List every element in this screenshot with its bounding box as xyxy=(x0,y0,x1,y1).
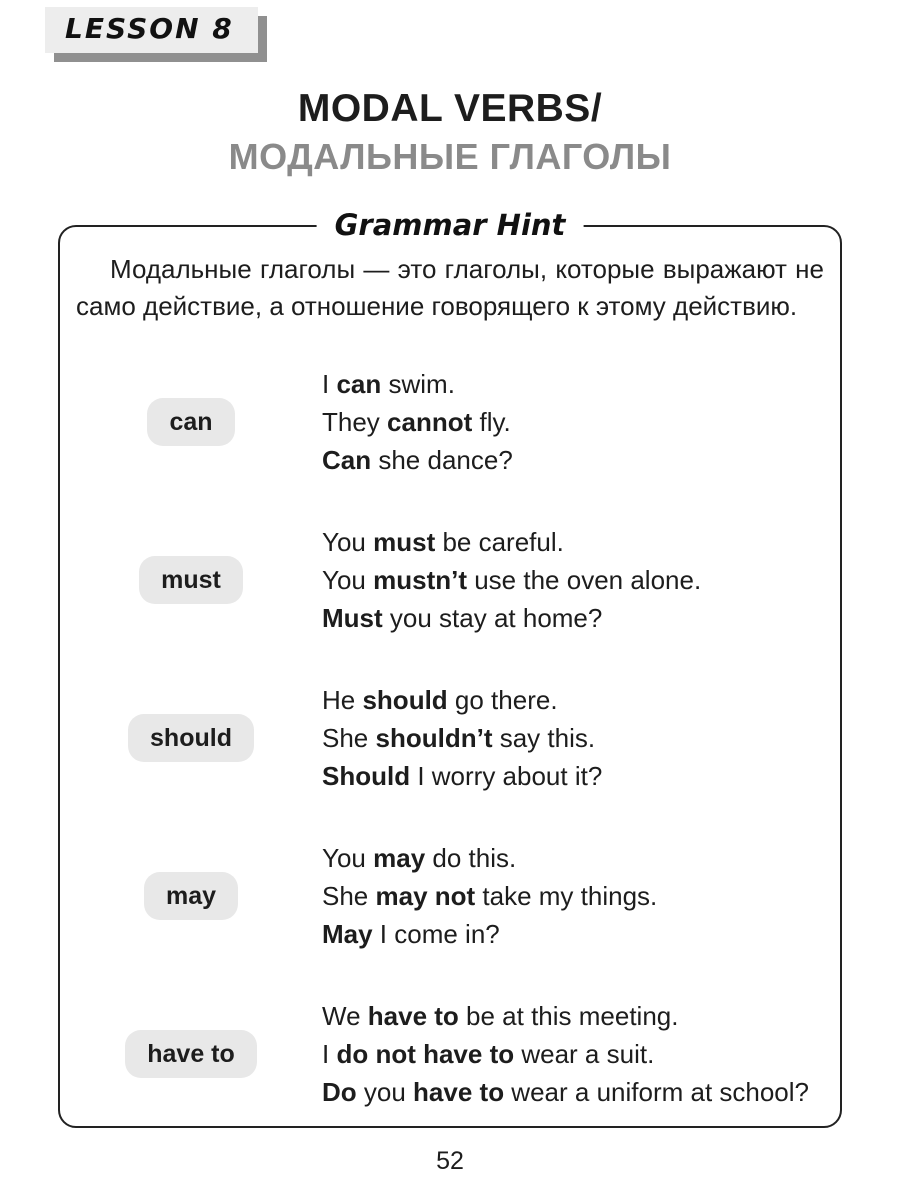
modal-verb-section xyxy=(60,523,840,637)
modal-verb-section xyxy=(60,839,840,953)
modal-pill-column xyxy=(60,714,322,762)
example-sentence: I do not have to wear a suit. xyxy=(322,1039,655,1069)
modal-verb-sections xyxy=(60,365,840,1111)
grammar-hint-label: Grammar Hint xyxy=(317,205,584,245)
example-sentence: They cannot fly. xyxy=(322,407,511,437)
page-title-english: MODAL VERBS/ xyxy=(297,87,603,130)
example-sentence: You must be careful. xyxy=(322,527,564,557)
modal-pill: should xyxy=(128,714,254,762)
page-title-russian: МОДАЛЬНЫЕ ГЛАГОЛЫ xyxy=(228,136,672,177)
example-sentences xyxy=(322,523,840,637)
modal-pill-column xyxy=(60,556,322,604)
example-sentence: Should I worry about it? xyxy=(322,761,603,791)
lesson-badge xyxy=(45,7,258,53)
example-sentence: Can she dance? xyxy=(322,445,513,475)
example-sentences xyxy=(322,365,840,479)
example-sentence: I can swim. xyxy=(322,369,455,399)
example-sentences xyxy=(322,839,840,953)
lesson-badge-label: LESSON 8 xyxy=(65,12,234,45)
example-sentences xyxy=(322,681,840,795)
modal-pill-column xyxy=(60,398,322,446)
example-sentence: She may not take my things. xyxy=(322,881,658,911)
grammar-hint-box xyxy=(58,208,842,1128)
example-sentence: Do you have to wear a uniform at school? xyxy=(322,1077,810,1107)
example-sentence: She shouldn’t say this. xyxy=(322,723,596,753)
example-sentence: We have to be at this meeting. xyxy=(322,1001,679,1031)
example-sentence: You mustn’t use the oven alone. xyxy=(322,565,702,595)
modal-pill: may xyxy=(144,872,238,920)
example-sentence: May I come in? xyxy=(322,919,500,949)
modal-pill-column xyxy=(60,872,322,920)
example-sentence: He should go there. xyxy=(322,685,558,715)
modal-verb-section xyxy=(60,365,840,479)
modal-verb-section xyxy=(60,997,840,1111)
modal-pill: have to xyxy=(125,1030,257,1078)
modal-verb-section xyxy=(60,681,840,795)
example-sentence: Must you stay at home? xyxy=(322,603,603,633)
page-number: 52 xyxy=(436,1147,464,1175)
example-sentences xyxy=(322,997,840,1111)
modal-pill: must xyxy=(139,556,243,604)
intro-paragraph-russian: Модальные глаголы — это глаголы, которые выражают не само действие, а отношение говорящего к этому действию. xyxy=(76,254,824,321)
modal-pill: can xyxy=(147,398,234,446)
example-sentence: You may do this. xyxy=(322,843,517,873)
modal-pill-column xyxy=(60,1030,322,1078)
